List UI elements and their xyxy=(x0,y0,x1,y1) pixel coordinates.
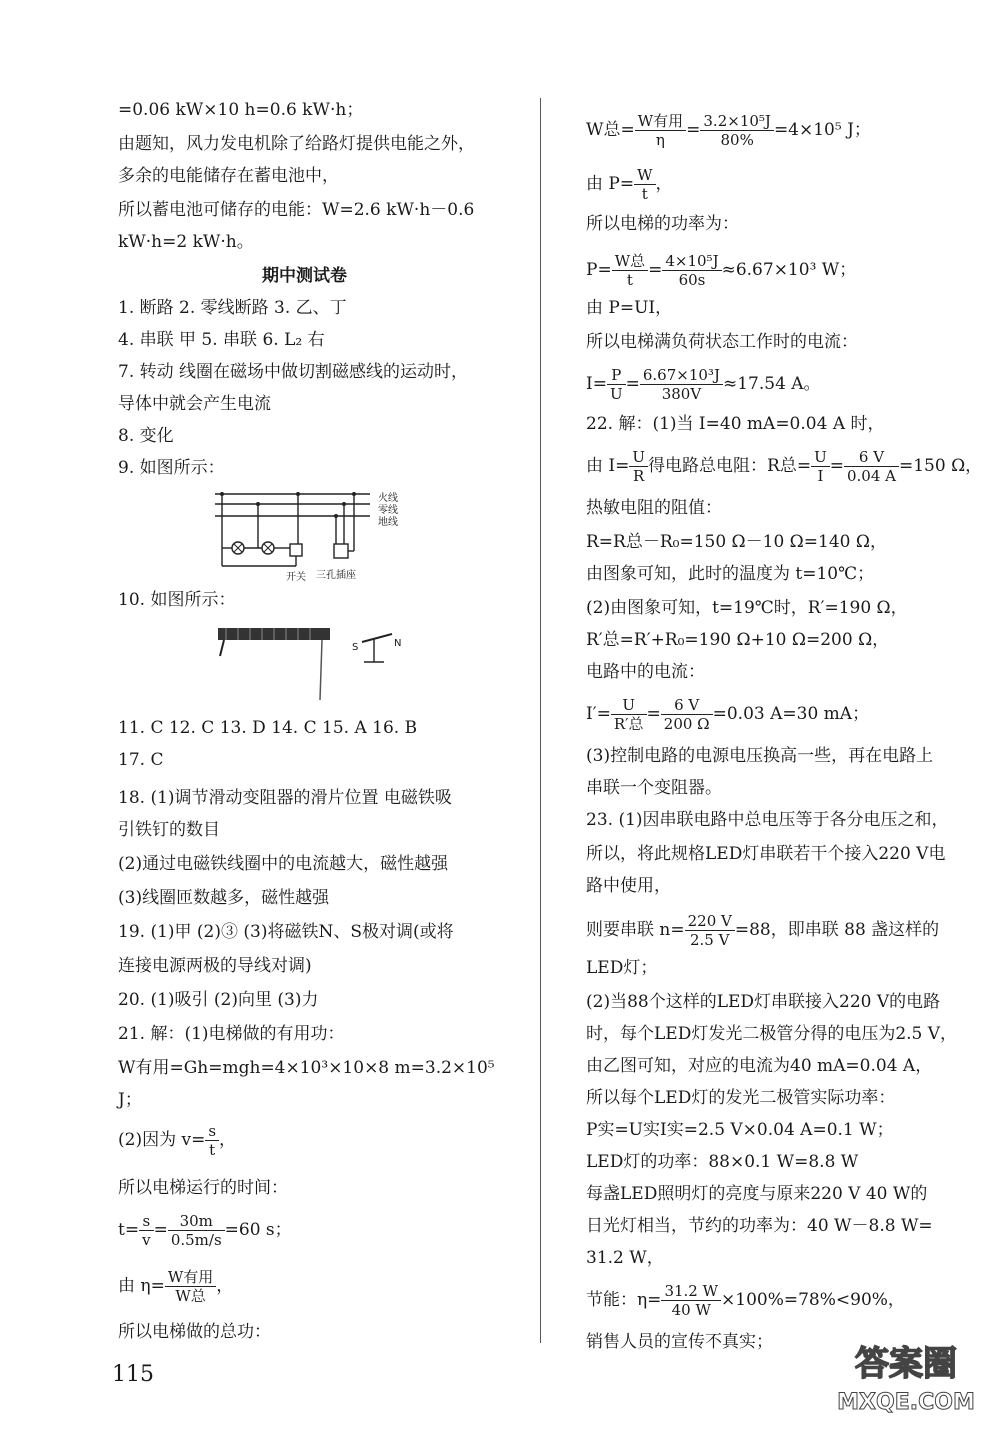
text-line: 热敏电阻的阻值： xyxy=(586,498,722,518)
label-ground-wire: 地线 xyxy=(378,517,398,528)
column-divider xyxy=(540,98,541,1343)
label-south-pole: S xyxy=(352,642,359,653)
label-socket: 三孔插座 xyxy=(316,570,356,581)
text-line: =0.06 kW×10 h=0.6 kW·h； xyxy=(118,100,364,120)
label-live-wire: 火线 xyxy=(378,493,398,504)
answer-line: (2)通过电磁铁线圈中的电流越大，磁性越强 xyxy=(118,854,449,874)
text-line: 由题知，风力发电机除了给路灯提供电能之外， xyxy=(118,134,475,154)
answer-line: 1. 断路 2. 零线断路 3. 乙、丁 xyxy=(118,298,347,318)
answer-line: 8. 变化 xyxy=(118,426,174,446)
answer-line: 7. 转动 线圈在磁场中做切割磁感线的运动时， xyxy=(118,362,469,382)
formula-line: P= $\frac{\text{W总}}{t}$ = $\frac{\text{4×10⁵J}}{60s}$ ≈6.67×10³ W； xyxy=(586,252,857,289)
label-north-pole: N xyxy=(394,638,402,649)
text-line: 所以蓄电池可储存的电能：W=2.6 kW·h－0.6 xyxy=(118,200,475,220)
text-line: R′总=R′+R₀=190 Ω+10 Ω=200 Ω， xyxy=(586,630,890,650)
text-line: (2)当88个这样的LED灯串联接入220 V的电路 xyxy=(586,992,941,1012)
text-line: kW·h=2 kW·h。 xyxy=(118,232,254,252)
text-line: 所以电梯运行的时间： xyxy=(118,1178,288,1198)
text-line: 串联一个变阻器。 xyxy=(586,778,722,798)
text-line: 由乙图可知，对应的电流为40 mA=0.04 A， xyxy=(586,1056,933,1076)
answer-line: 18. (1)调节滑动变阻器的滑片位置 电磁铁吸 xyxy=(118,788,452,808)
text-line: 所以电梯的功率为： xyxy=(586,214,739,234)
formula-line: W总= $\frac{\text{W有用}}{\eta}$ = $\frac{\text{3.2×10⁵J}}{80\%}$ =4×10⁵ J； xyxy=(586,112,871,149)
text-line: 所以，将此规格LED灯串联若干个接入220 V电 xyxy=(586,844,946,864)
answer-line: 导体中就会产生电流 xyxy=(118,394,271,414)
answer-line: 连接电源两极的导线对调) xyxy=(118,956,312,976)
answer-line: (3)线圈匝数越多，磁性越强 xyxy=(118,888,330,908)
label-neutral-wire: 零线 xyxy=(378,505,398,516)
text-line: P实=U实I实=2.5 V×0.04 A=0.1 W； xyxy=(586,1120,894,1140)
answer-line: 9. 如图所示： xyxy=(118,458,225,478)
answer-line: 10. 如图所示： xyxy=(118,590,236,610)
answer-line: 17. C xyxy=(118,750,164,770)
text-line: 所以电梯满负荷状态工作时的电流： xyxy=(586,332,858,352)
formula-line: 由 η= $\frac{\text{W有用}}{\text{W总}}$ ， xyxy=(118,1268,234,1305)
text-line: 电路中的电流： xyxy=(586,662,705,682)
text-line: 销售人员的宣传不真实； xyxy=(586,1332,773,1352)
answer-line: 21. 解：(1)电梯做的有用功： xyxy=(118,1024,345,1044)
electromagnet-diagram xyxy=(214,620,414,704)
text-line: 由图象可知，此时的温度为 t=10℃； xyxy=(586,564,875,584)
text-line: 多余的电能储存在蓄电池中， xyxy=(118,166,339,186)
formula-line: t= $\frac{s}{v}$ = $\frac{30m}{0.5m/s}$ =60 s； xyxy=(118,1212,292,1249)
answer-line: 22. 解：(1)当 I=40 mA=0.04 A 时， xyxy=(586,414,885,434)
answer-line: 4. 串联 甲 5. 串联 6. L₂ 右 xyxy=(118,330,325,350)
answer-line: 19. (1)甲 (2)③ (3)将磁铁N、S极对调(或将 xyxy=(118,922,454,942)
watermark-bottom: MXQE.COM xyxy=(837,1390,975,1415)
text-line: 时，每个LED灯发光二极管分得的电压为2.5 V， xyxy=(586,1024,958,1044)
section-title: 期中测试卷 xyxy=(262,266,347,286)
answer-line: J； xyxy=(118,1090,142,1110)
answer-line: 23. (1)因串联电路中总电压等于各分电压之和， xyxy=(586,810,949,830)
answer-line: W有用=Gh=mgh=4×10³×10×8 m=3.2×10⁵ xyxy=(118,1058,495,1078)
text-line: 所以电梯做的总功： xyxy=(118,1322,271,1342)
text-line: 所以每个LED灯的发光二极管实际功率： xyxy=(586,1088,896,1108)
text-line: LED灯； xyxy=(586,958,658,978)
watermark-top: 答案圈 xyxy=(855,1344,957,1384)
formula-line: 则要串联 n= $\frac{220 V}{2.5 V}$ =88，即串联 88 盏这样的 xyxy=(586,912,940,949)
text-line: 由 P=UI， xyxy=(586,298,673,318)
formula-line: I= $\frac{P}{U}$ = $\frac{\text{6.67×10³J}}{380V}$ ≈17.54 A。 xyxy=(586,366,821,403)
formula-line: 由 P= $\frac{W}{t}$ ， xyxy=(586,166,673,203)
answer-line: 11. C 12. C 13. D 14. C 15. A 16. B xyxy=(118,718,418,738)
formula-line: 节能：η= $\frac{31.2 W}{40 W}$ ×100%=78%<90%， xyxy=(586,1282,905,1319)
formula-line: 由 I= $\frac{U}{R}$ 得电路总电阻：R总= $\frac{U}{I}$ = $\frac{6 V}{0.04 A}$ =150 Ω， xyxy=(586,448,983,485)
text-line: (3)控制电路的电源电压换高一些，再在电路上 xyxy=(586,746,934,766)
page-number: 115 xyxy=(112,1362,154,1387)
formula-line: (2)因为 v= $\frac{s}{t}$ ， xyxy=(118,1122,237,1159)
text-line: 每盏LED照明灯的亮度与原来220 V 40 W的 xyxy=(586,1184,928,1204)
label-switch: 开关 xyxy=(286,572,306,583)
answer-line: 20. (1)吸引 (2)向里 (3)力 xyxy=(118,990,319,1010)
answer-line: 引铁钉的数目 xyxy=(118,820,220,840)
watermark-logo xyxy=(820,1340,992,1432)
text-line: 日光灯相当，节约的功率为：40 W－8.8 W= xyxy=(586,1216,933,1236)
text-line: LED灯的功率：88×0.1 W=8.8 W xyxy=(586,1152,859,1172)
text-line: R=R总－R₀=150 Ω－10 Ω=140 Ω， xyxy=(586,532,887,552)
text-line: 31.2 W， xyxy=(586,1248,664,1268)
text-line: 路中使用， xyxy=(586,876,671,896)
formula-line: I′= $\frac{U}{\text{R′总}}$ = $\frac{6 V}{200 \Omega}$ =0.03 A=30 mA； xyxy=(586,696,870,733)
text-line: (2)由图象可知，t=19℃时，R′=190 Ω， xyxy=(586,598,908,618)
